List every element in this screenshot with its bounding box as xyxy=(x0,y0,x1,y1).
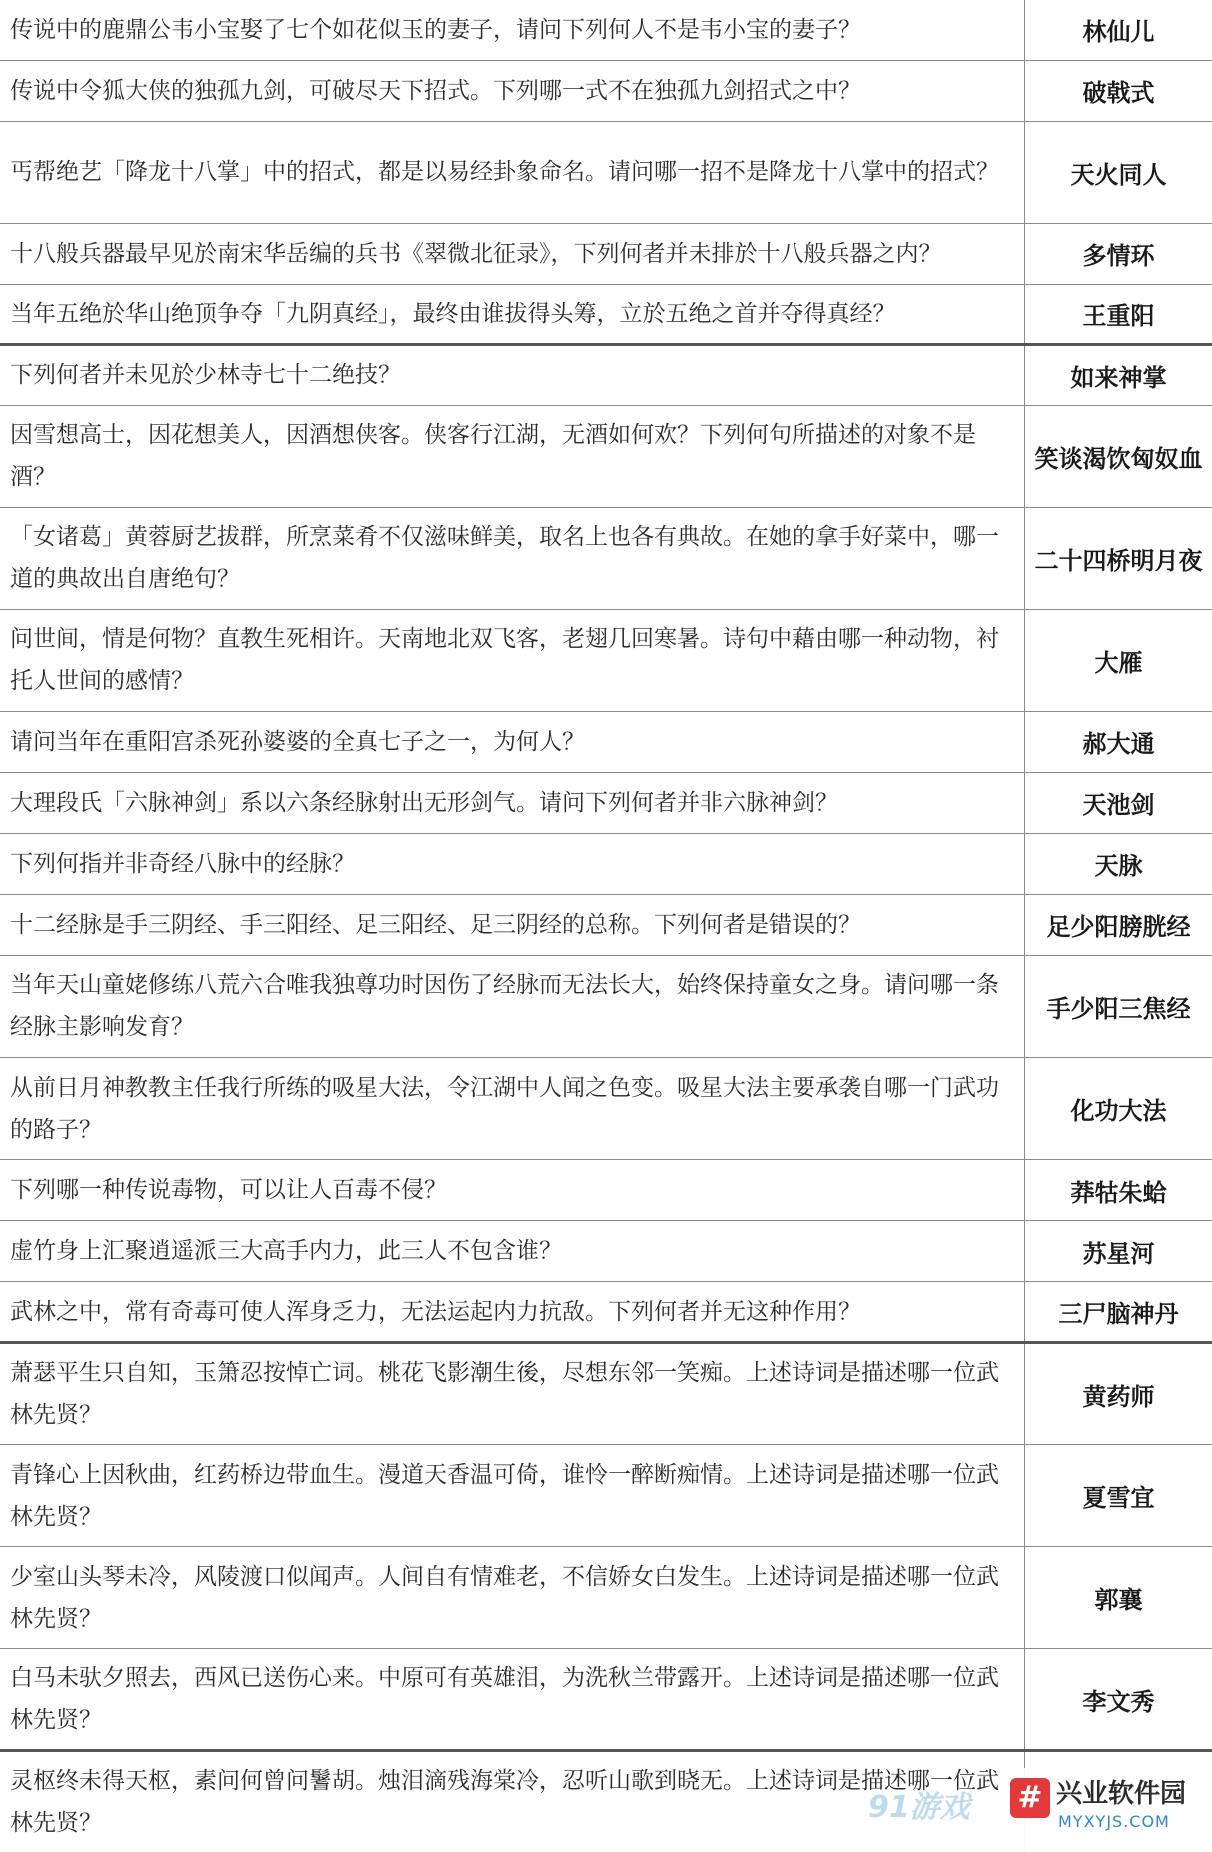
answer-cell: 天火同人 xyxy=(1025,121,1212,223)
answer-cell: 天池剑 xyxy=(1025,772,1212,833)
table-row xyxy=(0,772,1212,833)
question-cell: 当年五绝於华山绝顶争夺「九阴真经」，最终由谁拔得头筹，立於五绝之首并夺得真经？ xyxy=(0,284,1025,344)
watermark-hash-icon: # xyxy=(1010,1778,1050,1818)
watermark-91-logo: 91游戏 xyxy=(868,1790,970,1825)
answer-cell: 夏雪宜 xyxy=(1025,1445,1212,1547)
watermark-title: 兴业软件园 xyxy=(1056,1779,1187,1809)
table-row xyxy=(0,1547,1212,1649)
answer-cell: 二十四桥明月夜 xyxy=(1025,507,1212,609)
question-cell: 请问当年在重阳宫杀死孙婆婆的全真七子之一，为何人？ xyxy=(0,711,1025,772)
watermark-url: MYXYJS.COM xyxy=(1058,1812,1170,1831)
table-row xyxy=(0,344,1212,405)
question-cell: 灵枢终未得天枢，素问何曾问鬐胡。烛泪滴残海棠冷，忍听山歌到晓无。上述诗词是描述哪一位武林先贤？ xyxy=(0,1751,1025,1852)
table-row xyxy=(0,121,1212,223)
table-row xyxy=(0,0,1212,60)
answer-cell: 如来神掌 xyxy=(1025,344,1212,405)
table-row xyxy=(0,1282,1212,1343)
table-row xyxy=(0,955,1212,1057)
question-cell: 虚竹身上汇聚逍遥派三大高手内力，此三人不包含谁？ xyxy=(0,1221,1025,1282)
answer-cell: 李文秀 xyxy=(1025,1649,1212,1751)
table-row xyxy=(0,60,1212,121)
question-cell: 少室山头琴未冷，风陵渡口似闻声。人间自有情难老，不信娇女白发生。上述诗词是描述哪一位武林先贤？ xyxy=(0,1547,1025,1649)
question-cell: 问世间，情是何物？直教生死相许。天南地北双飞客，老翅几回寒暑。诗句中藉由哪一种动物，衬托人世间的感情？ xyxy=(0,609,1025,711)
answer-cell: 郝大通 xyxy=(1025,711,1212,772)
answer-cell: 天脉 xyxy=(1025,833,1212,894)
question-cell: 下列何者并未见於少林寺七十二绝技？ xyxy=(0,344,1025,405)
answer-cell: 莽牯朱蛤 xyxy=(1025,1160,1212,1221)
question-cell: 十八般兵器最早见於南宋华岳编的兵书《翠微北征录》，下列何者并未排於十八般兵器之内？ xyxy=(0,223,1025,284)
answer-cell: 手少阳三焦经 xyxy=(1025,955,1212,1057)
question-cell: 「女诸葛」黄蓉厨艺拔群，所烹菜肴不仅滋味鲜美，取名上也各有典故。在她的拿手好菜中，哪一道的典故出自唐绝句？ xyxy=(0,507,1025,609)
answer-cell: 苏星河 xyxy=(1025,1221,1212,1282)
question-cell: 十二经脉是手三阴经、手三阳经、足三阳经、足三阴经的总称。下列何者是错误的？ xyxy=(0,894,1025,955)
answer-cell: 林仙儿 xyxy=(1025,0,1212,60)
answer-cell: 足少阳膀胱经 xyxy=(1025,894,1212,955)
table-row xyxy=(0,711,1212,772)
answer-cell: 黄药师 xyxy=(1025,1343,1212,1445)
answer-cell: 王重阳 xyxy=(1025,284,1212,344)
answer-cell: 化功大法 xyxy=(1025,1058,1212,1160)
table-row xyxy=(0,284,1212,344)
question-cell: 青锋心上因秋曲，红药桥边带血生。漫道天香温可倚，谁怜一醉断痴情。上述诗词是描述哪一位武林先贤？ xyxy=(0,1445,1025,1547)
question-cell: 因雪想高士，因花想美人，因酒想侠客。侠客行江湖，无酒如何欢？下列何句所描述的对象不是酒？ xyxy=(0,405,1025,507)
question-cell: 传说中的鹿鼎公韦小宝娶了七个如花似玉的妻子，请问下列何人不是韦小宝的妻子？ xyxy=(0,0,1025,60)
question-cell: 从前日月神教教主任我行所练的吸星大法，令江湖中人闻之色变。吸星大法主要承袭自哪一门武功的路子？ xyxy=(0,1058,1025,1160)
question-cell: 传说中令狐大侠的独孤九剑，可破尽天下招式。下列哪一式不在独孤九剑招式之中？ xyxy=(0,60,1025,121)
question-cell: 下列哪一种传说毒物，可以让人百毒不侵？ xyxy=(0,1160,1025,1221)
table-row xyxy=(0,1160,1212,1221)
question-cell: 武林之中，常有奇毒可使人浑身乏力，无法运起内力抗敌。下列何者并无这种作用？ xyxy=(0,1282,1025,1343)
question-cell: 下列何指并非奇经八脉中的经脉？ xyxy=(0,833,1025,894)
table-row xyxy=(0,1058,1212,1160)
table-row xyxy=(0,894,1212,955)
table-row xyxy=(0,405,1212,507)
question-cell: 萧瑟平生只自知，玉箫忍按悼亡词。桃花飞影潮生後，尽想东邻一笑痴。上述诗词是描述哪一位武林先贤？ xyxy=(0,1343,1025,1445)
table-row xyxy=(0,1649,1212,1751)
question-cell: 白马未驮夕照去，西风已送伤心来。中原可有英雄泪，为洗秋兰带露开。上述诗词是描述哪一位武林先贤？ xyxy=(0,1649,1025,1751)
answer-cell: 三尸脑神丹 xyxy=(1025,1282,1212,1343)
question-cell: 丐帮绝艺「降龙十八掌」中的招式，都是以易经卦象命名。请问哪一招不是降龙十八掌中的招式？ xyxy=(0,121,1025,223)
table-row xyxy=(0,223,1212,284)
answer-cell: 破戟式 xyxy=(1025,60,1212,121)
answer-cell: 大雁 xyxy=(1025,609,1212,711)
table-row xyxy=(0,1445,1212,1547)
table-row xyxy=(0,609,1212,711)
question-cell: 大理段氏「六脉神剑」系以六条经脉射出无形剑气。请问下列何者并非六脉神剑？ xyxy=(0,772,1025,833)
answer-cell: 多情环 xyxy=(1025,223,1212,284)
table-row xyxy=(0,1343,1212,1445)
answer-cell: 郭襄 xyxy=(1025,1547,1212,1649)
answer-cell: 笑谈渴饮匈奴血 xyxy=(1025,405,1212,507)
table-row xyxy=(0,833,1212,894)
question-cell: 当年天山童姥修练八荒六合唯我独尊功时因伤了经脉而无法长大，始终保持童女之身。请问哪一条经脉主影响发育？ xyxy=(0,955,1025,1057)
table-row xyxy=(0,507,1212,609)
table-row xyxy=(0,1221,1212,1282)
